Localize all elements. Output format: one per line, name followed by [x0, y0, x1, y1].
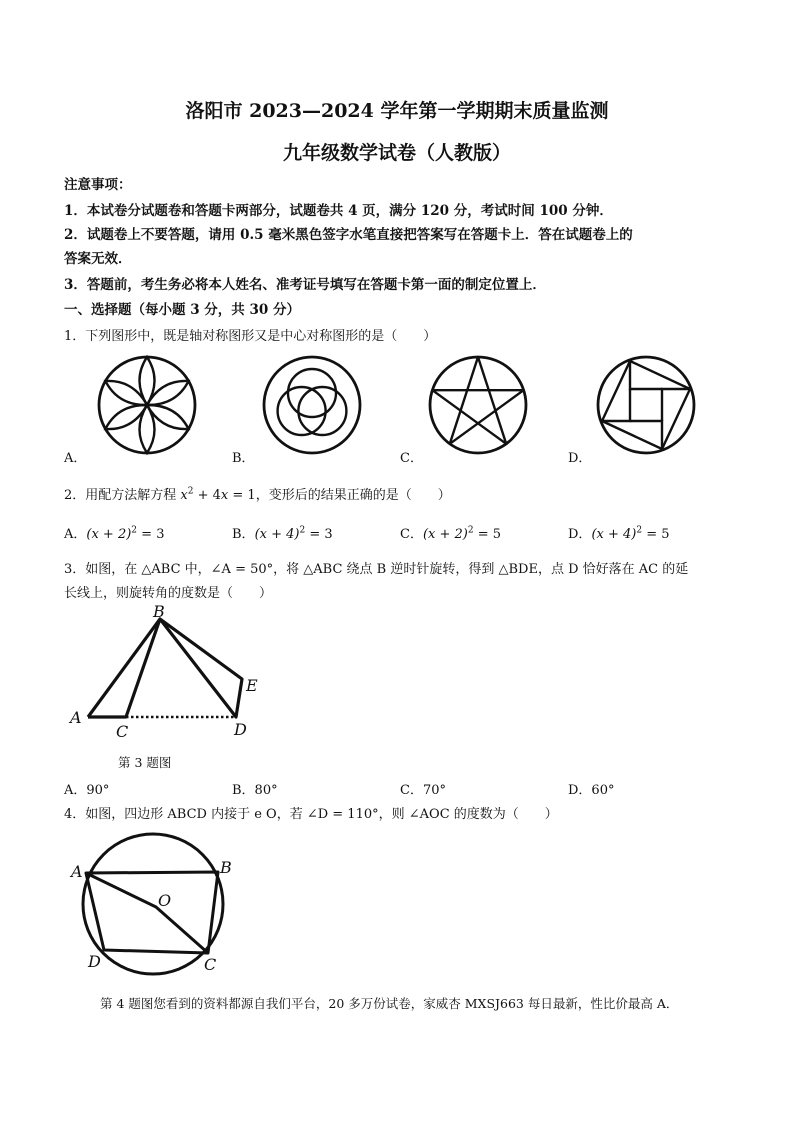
q4-figure-caption: 第 4 题图您看到的资料都源自我们平台，20 多万份试卷，家威杏 MXSJ663 每日最新，性比价最高 A． [100, 996, 679, 1011]
question-1-stem: 1．下列图形中，既是轴对称图形又是中心对称图形的是（ ） [64, 329, 437, 344]
q4-label-c: C [204, 955, 217, 974]
q3-option-d[interactable]: D．60° [568, 783, 615, 798]
q1-option-c[interactable]: C． [400, 451, 423, 466]
question-2-stem: 2．用配方法解方程 $x^2 + 4x = 1$，变形后的结果正确的是（ ） [64, 486, 451, 503]
q3-label-b: B [153, 602, 165, 621]
page-title: 洛阳市 2023—2024 学年第一学期期末质量监测 [185, 100, 609, 122]
q1-figure-c [428, 355, 528, 455]
q1-option-b[interactable]: B． [232, 451, 255, 466]
q4-label-b: B [220, 858, 232, 877]
q1-figure-b [262, 355, 362, 455]
q3-triangle-figure [60, 602, 280, 745]
q1-figure-d [596, 355, 696, 455]
notice-item-3: 3．答题前，考生务必将本人姓名、准考证号填写在答题卡第一面的制定位置上． [64, 277, 546, 293]
page-subtitle: 九年级数学试卷（人教版） [282, 142, 511, 164]
question-3-stem-line2: 长线上，则旋转角的度数是（ ） [64, 586, 273, 601]
notice-item-1: 1．本试卷分试题卷和答题卡两部分，试题卷共 4 页，满分 120 分，考试时间 100 分钟． [64, 203, 613, 219]
q1-option-a[interactable]: A． [64, 451, 87, 466]
q3-option-a[interactable]: A．90° [64, 783, 110, 798]
q4-label-o: O [158, 891, 172, 910]
q3-option-c[interactable]: C．70° [400, 783, 446, 798]
notice-heading: 注意事项： [64, 177, 132, 193]
q3-label-a: A [70, 708, 82, 727]
q2-option-a[interactable]: A．$(x + 2)^2 = 3$ [64, 525, 165, 542]
q4-label-d: D [88, 952, 101, 971]
q2-option-c[interactable]: C．$(x + 2)^2 = 5$ [400, 525, 502, 542]
q4-circle-figure [70, 825, 250, 985]
notice-item-2-cont: 答案无效． [64, 251, 132, 267]
q2-option-b[interactable]: B．$(x + 4)^2 = 3$ [232, 525, 333, 542]
q2-option-d[interactable]: D．$(x + 4)^2 = 5$ [568, 525, 670, 542]
q3-figure-caption: 第 3 题图 [118, 755, 172, 770]
question-4-stem: 4．如图，四边形 ABCD 内接于 e O，若 ∠D = 110°，则 ∠AOC 的度数为（ ） [64, 807, 558, 822]
q3-option-b[interactable]: B．80° [232, 783, 278, 798]
q4-label-a: A [71, 862, 83, 881]
q3-label-e: E [246, 676, 258, 695]
q1-option-d[interactable]: D． [568, 451, 592, 466]
question-3-stem-line1: 3．如图，在 △ABC 中，∠A = 50°，将 △ABC 绕点 B 逆时针旋转，得到 △BDE，点 D 恰好落在 AC 的延 [64, 562, 689, 577]
q3-label-d: D [234, 720, 247, 739]
notice-item-2: 2．试题卷上不要答题，请用 0.5 毫米黑色签字水笔直接把答案写在答题卡上．答在试题卷上的 [64, 227, 633, 243]
q3-label-c: C [116, 722, 129, 741]
q1-figure-a [97, 355, 197, 455]
section-heading: 一、选择题（每小题 3 分，共 30 分） [64, 302, 300, 318]
